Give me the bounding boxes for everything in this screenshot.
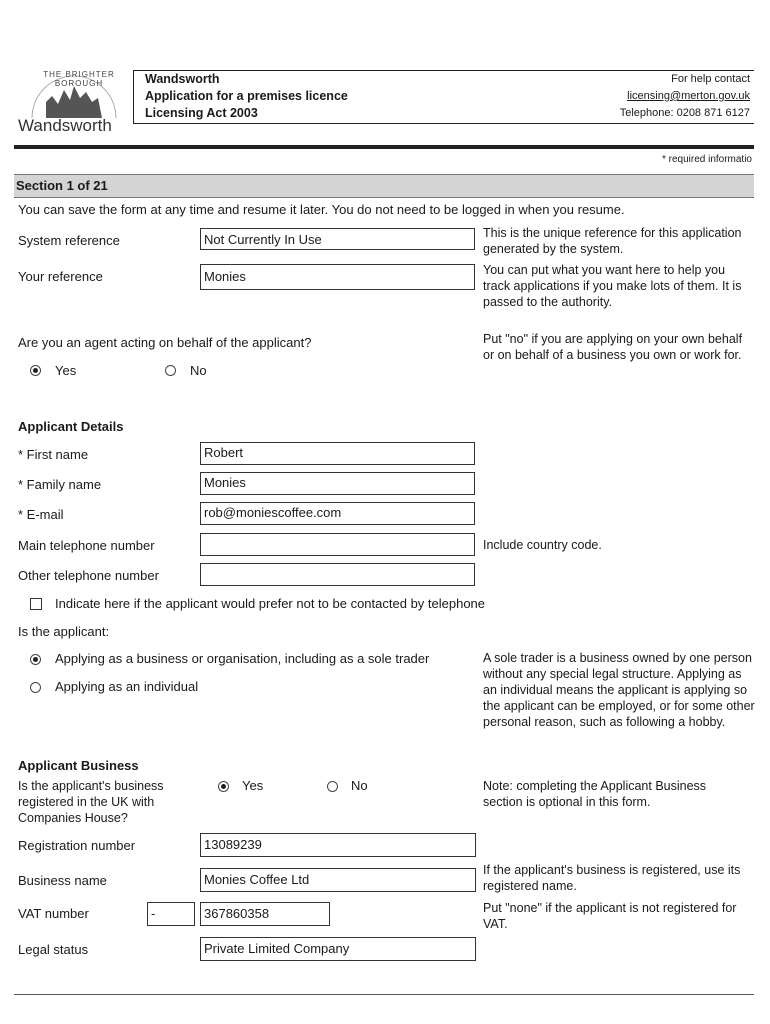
no-phone-contact-checkbox[interactable]	[30, 598, 42, 610]
header-form-name: Application for a premises licence	[145, 89, 348, 103]
family-name-label: * Family name	[18, 477, 102, 492]
vat-number-field[interactable]: 367860358	[200, 902, 330, 926]
header-help	[620, 71, 750, 122]
registered-question: Is the applicant's business registered in the UK with Companies House?	[18, 779, 164, 825]
registered-yes-radio[interactable]	[218, 781, 229, 792]
first-name-field[interactable]: Robert	[200, 442, 475, 465]
intro-text: You can save the form at any time and resume it later. You do not need to be logged in when you resume.	[18, 202, 625, 217]
main-phone-help: Include country code.	[483, 538, 602, 552]
applicant-type-help: A sole trader is a business owned by one person without any special legal structure. Applying as an individual means the applicant is applying so the applicant can be employed, or for some other personal reason, such as following a hobby.	[483, 651, 755, 729]
help-email-link[interactable]: licensing@merton.gov.uk	[627, 90, 750, 102]
agent-help: Put "no" if you are applying on your own behalf or on behalf of a business you own or work for.	[483, 332, 743, 362]
footer-divider	[14, 994, 754, 995]
section-bar	[14, 174, 754, 198]
applicant-business-heading: Applicant Business	[18, 758, 139, 773]
help-telephone: Telephone: 0208 871 6127	[619, 107, 750, 119]
help-contact-label: For help contact	[671, 73, 750, 85]
system-reference-field[interactable]: Not Currently In Use	[200, 228, 475, 250]
vat-prefix-field[interactable]: -	[147, 902, 195, 926]
business-note: Note: completing the Applicant Business section is optional in this form.	[483, 779, 707, 809]
vat-number-label: VAT number	[18, 906, 89, 921]
applicant-business-label: Applying as a business or organisation, including as a sole trader	[55, 651, 430, 666]
family-name-field[interactable]: Monies	[200, 472, 475, 495]
is-applicant-question: Is the applicant:	[18, 624, 110, 639]
your-reference-label: Your reference	[18, 269, 103, 284]
system-reference-help: This is the unique reference for this application generated by the system.	[483, 226, 742, 256]
section-title: Section 1 of 21	[16, 178, 108, 193]
legal-status-field[interactable]: Private Limited Company	[200, 937, 476, 961]
registered-no-radio[interactable]	[327, 781, 338, 792]
agent-question: Are you an agent acting on behalf of the applicant?	[18, 335, 312, 350]
business-name-field[interactable]: Monies Coffee Ltd	[200, 868, 476, 892]
logo-arc-text: THE BRIGHTER BOROUGH	[43, 70, 115, 88]
agent-no-radio[interactable]	[165, 365, 176, 376]
agent-yes-radio[interactable]	[30, 365, 41, 376]
other-phone-field[interactable]	[200, 563, 475, 586]
registration-number-label: Registration number	[18, 838, 136, 853]
agent-yes-label: Yes	[55, 363, 77, 378]
logo-wordmark: Wandsworth	[18, 116, 112, 135]
registered-yes-label: Yes	[242, 778, 264, 793]
wandsworth-logo	[12, 68, 132, 138]
business-name-label: Business name	[18, 873, 107, 888]
header-council: Wandsworth	[145, 72, 220, 86]
registration-number-field[interactable]: 13089239	[200, 833, 476, 857]
no-phone-contact-label: Indicate here if the applicant would prefer not to be contacted by telephone	[55, 596, 486, 611]
agent-no-label: No	[190, 363, 207, 378]
legal-status-label: Legal status	[18, 942, 89, 957]
header-act: Licensing Act 2003	[145, 106, 258, 120]
form-header	[133, 70, 754, 124]
applicant-details-heading: Applicant Details	[18, 419, 124, 434]
email-field[interactable]: rob@moniescoffee.com	[200, 502, 475, 525]
vat-number-help: Put "none" if the applicant is not registered for VAT.	[483, 901, 737, 931]
your-reference-field[interactable]: Monies	[200, 264, 475, 290]
applicant-individual-radio[interactable]	[30, 682, 41, 693]
system-reference-label: System reference	[18, 233, 120, 248]
header-title	[145, 71, 348, 122]
email-label: * E-mail	[18, 507, 64, 522]
first-name-label: * First name	[18, 447, 89, 462]
main-phone-field[interactable]	[200, 533, 475, 556]
applicant-individual-label: Applying as an individual	[55, 679, 199, 694]
required-note: * required informatio	[661, 154, 752, 165]
header-divider	[14, 145, 754, 149]
applicant-business-radio[interactable]	[30, 654, 41, 665]
other-phone-label: Other telephone number	[18, 568, 159, 583]
main-phone-label: Main telephone number	[18, 538, 155, 553]
registered-no-label: No	[351, 778, 368, 793]
your-reference-help: You can put what you want here to help you track applications if you make lots of them. It is passed to the authority.	[483, 263, 742, 309]
business-name-help: If the applicant's business is registered, use its registered name.	[483, 863, 741, 893]
